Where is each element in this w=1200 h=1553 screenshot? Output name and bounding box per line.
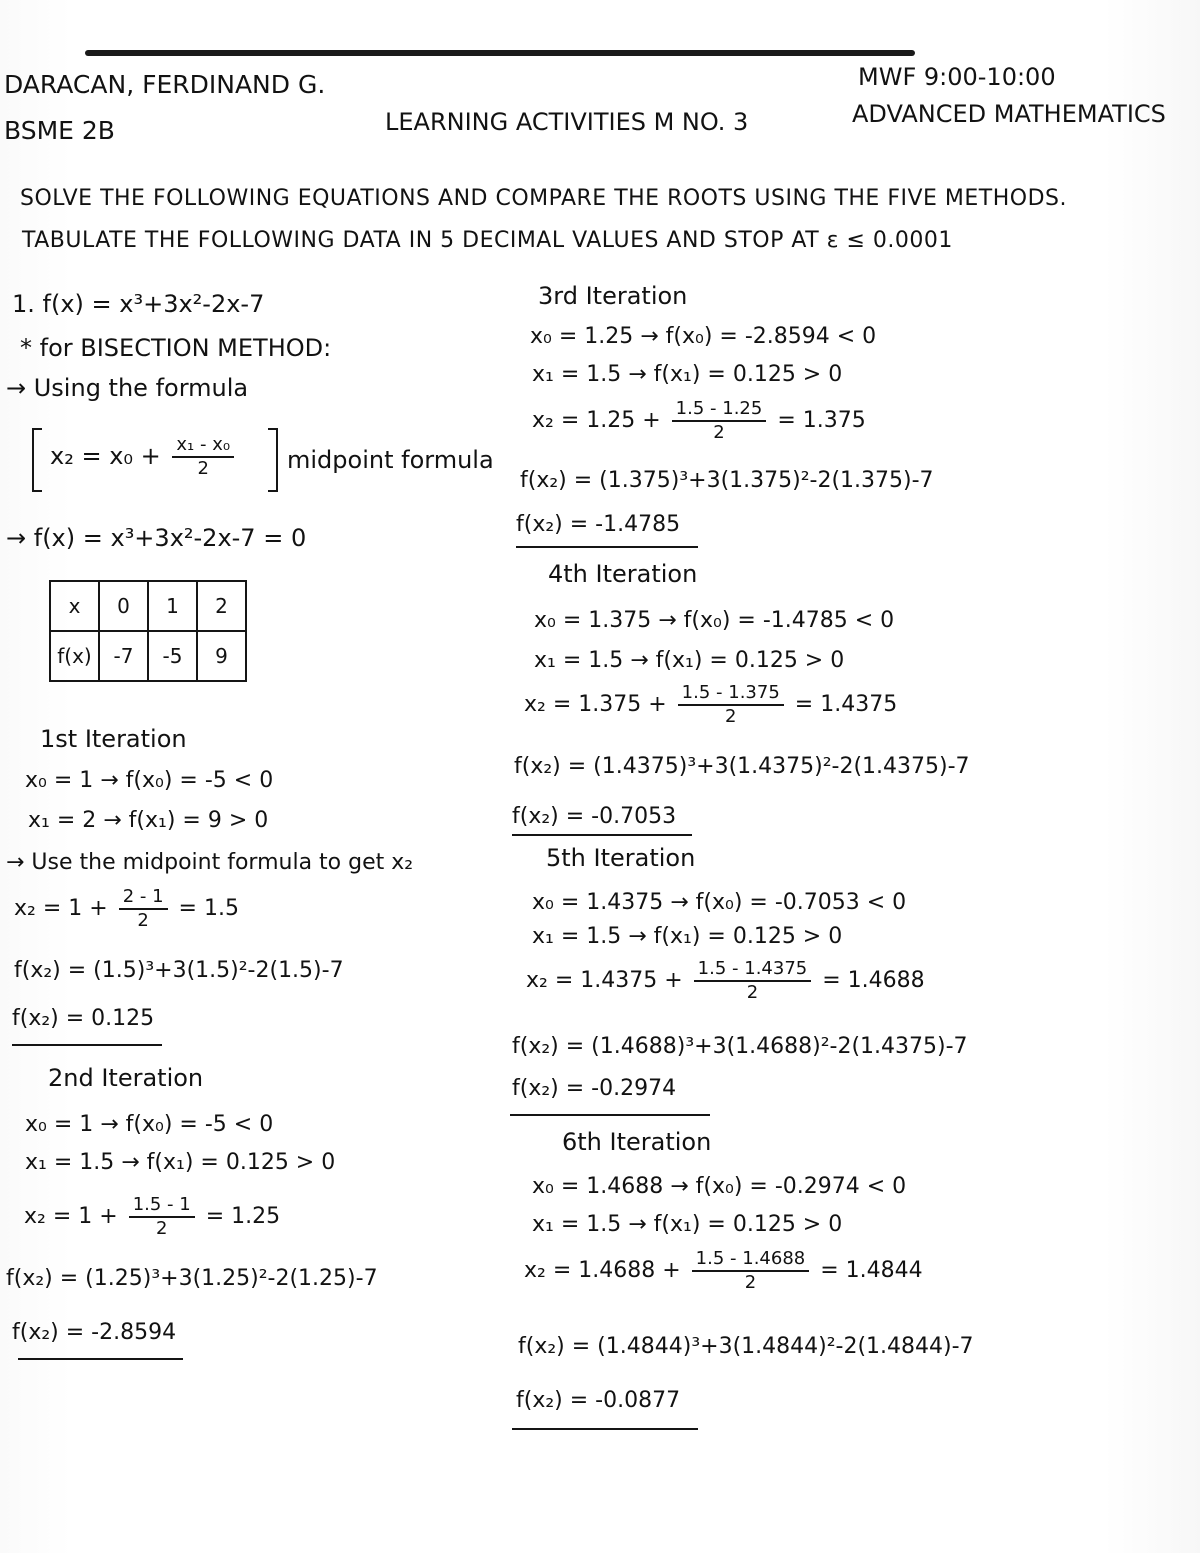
- iteration-5-denominator: 2: [746, 982, 759, 1003]
- iteration-2-fx2-expr: f(x₂) = (1.25)³+3(1.25)²-2(1.25)-7: [6, 1266, 378, 1291]
- iteration-5-x2: [526, 960, 925, 1002]
- iteration-3-numerator: 1.5 - 1.25: [672, 400, 767, 422]
- iteration-4-underline: [512, 834, 692, 836]
- iteration-4-x1: x₁ = 1.5 → f(x₁) = 0.125 > 0: [534, 648, 845, 673]
- page-top-edge: [85, 50, 915, 56]
- equation-set-zero: → f(x) = x³+3x²-2x-7 = 0: [6, 524, 307, 552]
- iteration-3-fx2-expr: f(x₂) = (1.375)³+3(1.375)²-2(1.375)-7: [520, 468, 934, 493]
- iteration-3-x2: [532, 400, 866, 442]
- iteration-4-fx2-value: f(x₂) = -0.7053: [512, 804, 677, 829]
- table-cell: 0: [99, 581, 148, 631]
- iteration-4-fraction: [678, 684, 784, 726]
- student-section: BSME 2B: [4, 116, 115, 145]
- iteration-2-x0: x₀ = 1 → f(x₀) = -5 < 0: [25, 1112, 274, 1137]
- method-heading: * for BISECTION METHOD:: [20, 334, 332, 362]
- formula-denominator: 2: [197, 458, 209, 479]
- formula-lhs: x₂ = x₀ +: [50, 442, 161, 470]
- iteration-1-numerator: 2 - 1: [119, 888, 168, 910]
- formula-numerator: x₁ - x₀: [172, 436, 234, 458]
- iteration-6-fx2-expr: f(x₂) = (1.4844)³+3(1.4844)²-2(1.4844)-7: [518, 1334, 974, 1359]
- iteration-6-underline: [512, 1428, 698, 1430]
- iteration-3-fx2-value: f(x₂) = -1.4785: [516, 512, 681, 537]
- iteration-2-x2-result: = 1.25: [205, 1204, 281, 1229]
- iteration-2-title: 2nd Iteration: [48, 1064, 204, 1092]
- instruction-line-1: SOLVE THE FOLLOWING EQUATIONS AND COMPARE THE ROOTS USING THE FIVE METHODS.: [20, 186, 1067, 211]
- iteration-4-x2-result: = 1.4375: [794, 692, 898, 717]
- iteration-6-x1: x₁ = 1.5 → f(x₁) = 0.125 > 0: [532, 1212, 843, 1237]
- iteration-2-x2-lhs: x₂ = 1 +: [24, 1204, 118, 1229]
- iteration-5-fx2-expr: f(x₂) = (1.4688)³+3(1.4688)²-2(1.4375)-7: [512, 1034, 968, 1059]
- iteration-5-fx2-value: f(x₂) = -0.2974: [512, 1076, 677, 1101]
- iteration-5-underline: [510, 1114, 710, 1116]
- iteration-5-fraction: [694, 960, 812, 1002]
- iteration-1-x1: x₁ = 2 → f(x₁) = 9 > 0: [28, 808, 269, 833]
- activity-title: LEARNING ACTIVITIES M NO. 3: [385, 108, 749, 136]
- iteration-1-underline: [12, 1044, 162, 1046]
- midpoint-formula: [50, 436, 238, 478]
- values-table: [49, 580, 247, 682]
- instruction-line-2: TABULATE THE FOLLOWING DATA IN 5 DECIMAL VALUES AND STOP AT ε ≤ 0.0001: [22, 228, 953, 253]
- formula-left-bracket: [32, 428, 42, 492]
- class-schedule: MWF 9:00-10:00: [858, 63, 1056, 91]
- table-cell: -5: [148, 631, 197, 681]
- iteration-2-fx2-value: f(x₂) = -2.8594: [12, 1320, 177, 1345]
- iteration-5-numerator: 1.5 - 1.4375: [694, 960, 812, 982]
- iteration-1-denominator: 2: [137, 910, 149, 931]
- course-name: ADVANCED MATHEMATICS: [852, 100, 1166, 128]
- iteration-3-underline: [516, 546, 698, 548]
- iteration-5-x1: x₁ = 1.5 → f(x₁) = 0.125 > 0: [532, 924, 843, 949]
- table-row-x: [50, 581, 246, 631]
- formula-right-bracket: [268, 428, 278, 492]
- formula-fraction: [172, 436, 234, 478]
- iteration-2-underline: [18, 1358, 183, 1360]
- iteration-2-x1: x₁ = 1.5 → f(x₁) = 0.125 > 0: [25, 1150, 336, 1175]
- iteration-1-fraction: [119, 888, 168, 930]
- iteration-4-numerator: 1.5 - 1.375: [678, 684, 784, 706]
- iteration-1-x2: [14, 888, 239, 930]
- table-cell: 9: [197, 631, 246, 681]
- iteration-3-fraction: [672, 400, 767, 442]
- iteration-1-x2-result: = 1.5: [178, 896, 239, 921]
- iteration-6-title: 6th Iteration: [562, 1128, 712, 1156]
- iteration-1-title: 1st Iteration: [40, 725, 187, 753]
- table-row-fx: [50, 631, 246, 681]
- iteration-3-x1: x₁ = 1.5 → f(x₁) = 0.125 > 0: [532, 362, 843, 387]
- iteration-1-note: → Use the midpoint formula to get x₂: [6, 850, 414, 875]
- table-cell: x: [50, 581, 99, 631]
- iteration-6-denominator: 2: [744, 1272, 757, 1293]
- iteration-6-x2-result: = 1.4844: [820, 1258, 923, 1283]
- iteration-4-denominator: 2: [725, 706, 737, 727]
- iteration-2-x2: [24, 1196, 280, 1238]
- iteration-4-title: 4th Iteration: [548, 560, 698, 588]
- table-cell: f(x): [50, 631, 99, 681]
- iteration-1-fx2-expr: f(x₂) = (1.5)³+3(1.5)²-2(1.5)-7: [14, 958, 344, 983]
- iteration-4-x2: [524, 684, 897, 726]
- table-cell: 2: [197, 581, 246, 631]
- formula-note: midpoint formula: [287, 446, 494, 474]
- iteration-6-x2-lhs: x₂ = 1.4688 +: [524, 1258, 681, 1283]
- iteration-5-x0: x₀ = 1.4375 → f(x₀) = -0.7053 < 0: [532, 890, 907, 915]
- iteration-3-x2-lhs: x₂ = 1.25 +: [532, 408, 661, 433]
- using-formula-note: → Using the formula: [6, 374, 249, 402]
- iteration-1-fx2-value: f(x₂) = 0.125: [12, 1006, 155, 1031]
- iteration-3-title: 3rd Iteration: [538, 282, 688, 310]
- iteration-4-x0: x₀ = 1.375 → f(x₀) = -1.4785 < 0: [534, 608, 895, 633]
- iteration-6-fraction: [692, 1250, 810, 1292]
- iteration-5-x2-result: = 1.4688: [822, 968, 925, 993]
- iteration-6-numerator: 1.5 - 1.4688: [692, 1250, 810, 1272]
- iteration-6-x0: x₀ = 1.4688 → f(x₀) = -0.2974 < 0: [532, 1174, 907, 1199]
- iteration-6-x2: [524, 1250, 923, 1292]
- iteration-2-fraction: [129, 1196, 195, 1238]
- iteration-4-fx2-expr: f(x₂) = (1.4375)³+3(1.4375)²-2(1.4375)-7: [514, 754, 970, 779]
- iteration-2-denominator: 2: [155, 1218, 168, 1239]
- problem-statement: 1. f(x) = x³+3x²-2x-7: [12, 290, 265, 318]
- student-name: DARACAN, FERDINAND G.: [4, 70, 326, 99]
- iteration-1-x0: x₀ = 1 → f(x₀) = -5 < 0: [25, 768, 274, 793]
- iteration-5-title: 5th Iteration: [546, 844, 696, 872]
- iteration-6-fx2-value: f(x₂) = -0.0877: [516, 1388, 681, 1413]
- iteration-3-x0: x₀ = 1.25 → f(x₀) = -2.8594 < 0: [530, 324, 877, 349]
- iteration-3-denominator: 2: [713, 422, 725, 443]
- iteration-4-x2-lhs: x₂ = 1.375 +: [524, 692, 667, 717]
- iteration-3-x2-result: = 1.375: [777, 408, 866, 433]
- table-cell: 1: [148, 581, 197, 631]
- iteration-2-numerator: 1.5 - 1: [129, 1196, 195, 1218]
- iteration-1-x2-lhs: x₂ = 1 +: [14, 896, 108, 921]
- table-cell: -7: [99, 631, 148, 681]
- iteration-5-x2-lhs: x₂ = 1.4375 +: [526, 968, 683, 993]
